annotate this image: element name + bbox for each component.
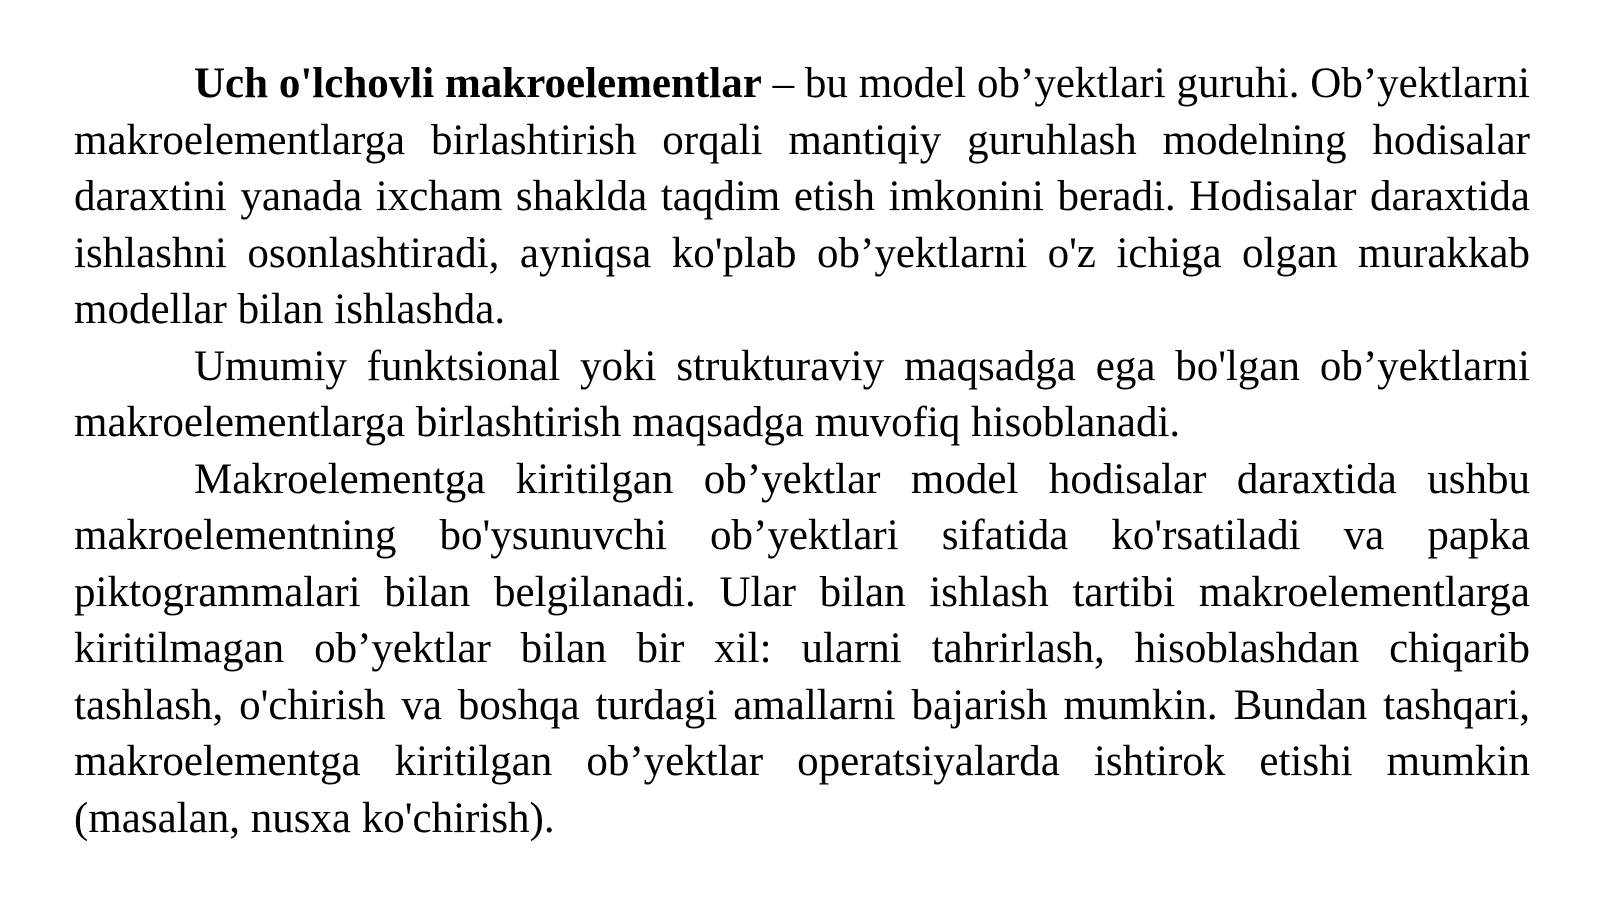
- paragraph-grouping-purpose: [74, 339, 1530, 452]
- paragraph-text: – bu model ob’yektlari guruhi. Ob’yektlarni makroelementlarga birlashtirish orqali mantiqiy guruhlash modelning hodisalar daraxtini yanada ixcham shaklda taqdim etish imkonini beradi. Hodisalar daraxtida ishlashni osonlashtiradi, ayniqsa ko'plab ob’yektlarni o'z ichiga olgan murakkab modellar bilan ishlashda.: [74, 60, 1530, 333]
- paragraph-event-tree-display: [74, 452, 1530, 848]
- paragraph-text: Makroelementga kiritilgan ob’yektlar model hodisalar daraxtida ushbu makroelementning bo'ysunuvchi ob’yektlari sifatida ko'rsatiladi va papka piktogrammalari bilan belgilanadi. Ular bilan ishlash tartibi makroelementlarga kiritilmagan ob’yektlar bilan bir xil: ularni tahrirlash, hisoblashdan chiqarib tashlash, o'chirish va boshqa turdagi amallarni bajarish mumkin. Bundan tashqari, makroelementga kiritilgan ob’yektlar operatsiyalarda ishtirok etishi mumkin (masalan, nusxa ko'chirish).: [74, 455, 1530, 842]
- bold-term: Uch o'lchovli makroelementlar: [194, 60, 762, 107]
- paragraph-macroelements-definition: [74, 56, 1530, 339]
- document-body: [74, 56, 1530, 847]
- paragraph-text: Umumiy funktsional yoki strukturaviy maqsadga ega bo'lgan ob’yektlarni makroelementlarga birlashtirish maqsadga muvofiq hisoblanadi.: [74, 342, 1530, 446]
